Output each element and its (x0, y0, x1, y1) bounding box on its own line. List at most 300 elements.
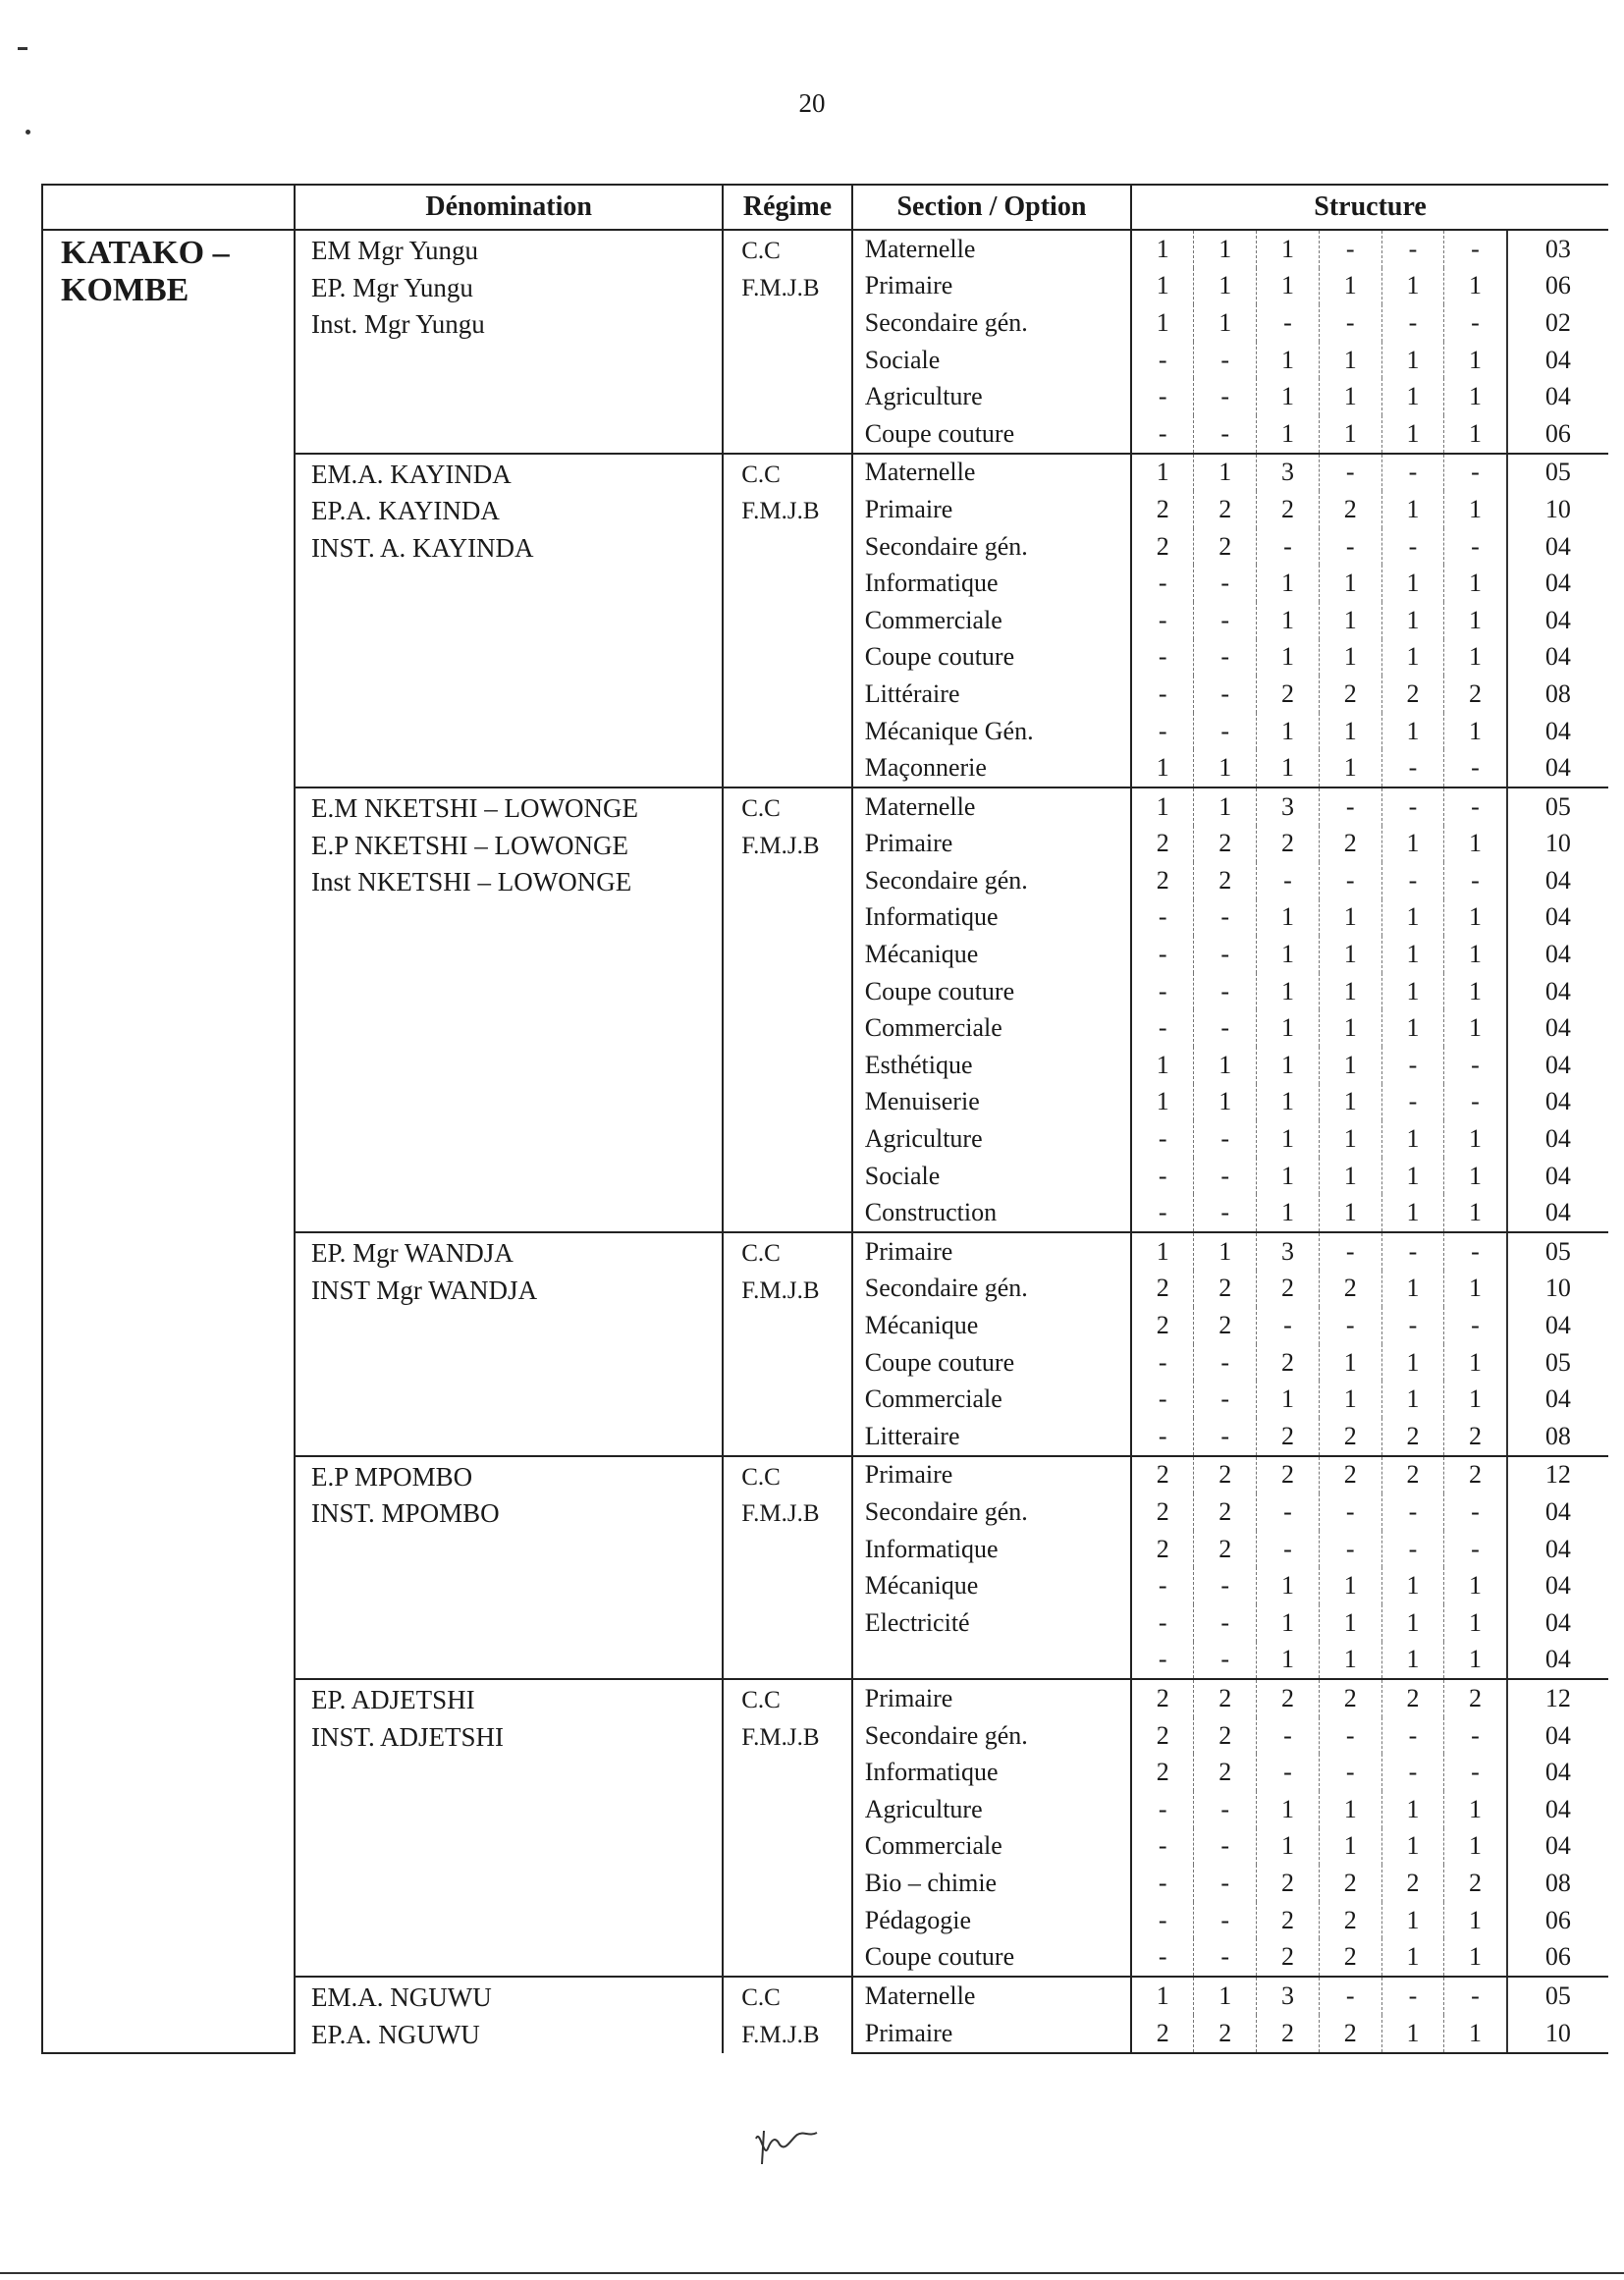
structure-cell: - (1381, 862, 1444, 899)
structure-cell: 1 (1444, 415, 1507, 454)
structure-cell: - (1319, 862, 1381, 899)
structure-cell: - (1257, 1531, 1320, 1568)
structure-total-cell: 10 (1544, 829, 1571, 858)
section-option-cell: Informatique (852, 899, 1131, 937)
structure-cell: 1 (1444, 1604, 1507, 1642)
structure-cell: 2 (1194, 491, 1257, 528)
structure-cell: 2 (1131, 1679, 1194, 1717)
structure-cell: 1 (1131, 749, 1194, 787)
school-name: EM Mgr Yungu (311, 236, 479, 265)
structure-cell: 2 (1319, 1938, 1381, 1977)
structure-cell: - (1444, 230, 1507, 268)
regime-value: C.C (741, 461, 781, 488)
regime-value: F.M.J.B (741, 832, 820, 859)
structure-cell: 3 (1257, 1977, 1320, 2015)
structure-cell: - (1319, 1232, 1381, 1271)
structure-cell: 2 (1131, 826, 1194, 863)
structure-cell: 2 (1319, 1418, 1381, 1456)
structure-cell: 1 (1319, 1084, 1381, 1121)
section-option-cell: Coupe couture (852, 973, 1131, 1010)
structure-total-cell: 04 (1544, 940, 1571, 969)
structure-cell: - (1131, 899, 1194, 937)
structure-cell: 1 (1257, 639, 1320, 677)
structure-cell: - (1194, 1865, 1257, 1902)
section-option-cell: Maternelle (852, 787, 1131, 826)
structure-total-cell: 06 (1544, 1905, 1571, 1934)
structure-cell: 2 (1257, 1938, 1320, 1977)
structure-cell: 1 (1319, 1194, 1381, 1232)
structure-cell: - (1444, 749, 1507, 787)
regime-header: Régime (723, 185, 852, 230)
structure-cell: 1 (1257, 1120, 1320, 1158)
structure-table-container (41, 184, 1608, 2054)
structure-total-cell: 04 (1544, 1571, 1571, 1601)
structure-cell: 2 (1257, 1418, 1320, 1456)
structure-cell: 1 (1444, 1791, 1507, 1828)
structure-cell: 2 (1194, 528, 1257, 566)
structure-cell: 2 (1131, 1754, 1194, 1791)
structure-total-cell: 04 (1544, 642, 1571, 672)
structure-cell: - (1131, 1567, 1194, 1604)
school-name: INST. ADJETSHI (311, 1721, 505, 1752)
structure-cell: 1 (1444, 1009, 1507, 1047)
structure-total-cell: 04 (1544, 1384, 1571, 1414)
structure-cell: - (1444, 1232, 1507, 1271)
structure-cell: - (1131, 1828, 1194, 1866)
structure-total-cell: 08 (1544, 679, 1571, 708)
structure-cell: 1 (1131, 230, 1194, 268)
structure-total-cell: 04 (1544, 1087, 1571, 1116)
structure-cell: 1 (1381, 936, 1444, 973)
structure-cell: 1 (1444, 2015, 1507, 2053)
structure-cell: 1 (1319, 1604, 1381, 1642)
section-option-cell: Commerciale (852, 1381, 1131, 1418)
structure-cell: - (1194, 1381, 1257, 1418)
structure-cell: 1 (1257, 342, 1320, 379)
structure-cell: - (1381, 787, 1444, 826)
structure-cell: 2 (1257, 1865, 1320, 1902)
structure-total-cell: 04 (1544, 569, 1571, 598)
structure-cell: 2 (1257, 1456, 1320, 1494)
structure-cell: 1 (1444, 342, 1507, 379)
structure-cell: 1 (1257, 230, 1320, 268)
structure-cell: 1 (1444, 1381, 1507, 1418)
regime-value: C.C (741, 794, 781, 822)
structure-cell: - (1194, 1194, 1257, 1232)
structure-total-cell: 05 (1544, 1347, 1571, 1377)
structure-cell: 2 (1444, 1679, 1507, 1717)
school-name: INST. MPOMBO (311, 1498, 500, 1529)
structure-total-cell: 04 (1544, 1831, 1571, 1861)
structure-cell: 1 (1194, 230, 1257, 268)
structure-total-cell: 04 (1544, 1794, 1571, 1823)
section-option-cell: Secondaire gén. (852, 862, 1131, 899)
structure-cell: - (1257, 1754, 1320, 1791)
structure-cell: - (1194, 415, 1257, 454)
structure-cell: 1 (1381, 1381, 1444, 1418)
denomination-cell (295, 1977, 723, 2053)
structure-cell: 1 (1257, 1791, 1320, 1828)
structure-cell: 3 (1257, 454, 1320, 492)
structure-cell: - (1194, 1828, 1257, 1866)
structure-cell: 1 (1444, 1902, 1507, 1939)
structure-cell: - (1444, 1754, 1507, 1791)
structure-cell: 2 (1194, 862, 1257, 899)
section-option-cell: Secondaire gén. (852, 304, 1131, 342)
regime-value: C.C (741, 238, 781, 264)
structure-cell: 2 (1194, 1531, 1257, 1568)
structure-cell: - (1194, 1418, 1257, 1456)
section-option-cell: Commerciale (852, 1828, 1131, 1866)
structure-cell: 1 (1257, 973, 1320, 1010)
structure-cell: 2 (1131, 862, 1194, 899)
structure-cell: 1 (1444, 1194, 1507, 1232)
structure-cell: - (1381, 1717, 1444, 1755)
section-header: Section / Option (852, 185, 1131, 230)
structure-cell: 2 (1444, 1456, 1507, 1494)
structure-cell: 1 (1319, 936, 1381, 973)
section-option-cell: Commerciale (852, 1009, 1131, 1047)
structure-cell: - (1194, 713, 1257, 750)
denomination-cell (295, 1679, 723, 1977)
structure-cell: - (1194, 1158, 1257, 1195)
structure-cell: 1 (1381, 1567, 1444, 1604)
footer-rule (0, 2272, 1624, 2274)
section-option-cell: Coupe couture (852, 639, 1131, 677)
structure-cell: - (1194, 1120, 1257, 1158)
structure-cell: - (1194, 639, 1257, 677)
regime-value: F.M.J.B (741, 1276, 820, 1304)
structure-cell: 2 (1194, 1679, 1257, 1717)
structure-cell: 2 (1194, 1493, 1257, 1531)
structure-cell: 1 (1444, 1271, 1507, 1308)
structure-cell: 1 (1444, 1567, 1507, 1604)
structure-cell: - (1194, 676, 1257, 713)
structure-cell: 1 (1257, 899, 1320, 937)
structure-cell: 2 (1194, 1307, 1257, 1344)
structure-cell: - (1131, 936, 1194, 973)
structure-cell: 1 (1381, 1791, 1444, 1828)
signature-mark (746, 2109, 864, 2168)
regime-value: F.M.J.B (741, 274, 820, 301)
structure-cell: 1 (1444, 826, 1507, 863)
structure-cell: 2 (1381, 1679, 1444, 1717)
structure-cell: - (1194, 1567, 1257, 1604)
structure-cell: - (1131, 565, 1194, 602)
school-name: Inst. Mgr Yungu (311, 309, 485, 340)
school-name: E.P MPOMBO (311, 1461, 473, 1492)
structure-cell: - (1194, 378, 1257, 415)
structure-cell: 1 (1257, 378, 1320, 415)
structure-cell: - (1319, 1977, 1381, 2015)
structure-cell: - (1194, 565, 1257, 602)
structure-cell: 2 (1131, 1493, 1194, 1531)
structure-cell: - (1257, 304, 1320, 342)
structure-cell: - (1194, 1791, 1257, 1828)
regime-value: C.C (741, 1983, 781, 2011)
regime-cell (723, 1232, 852, 1456)
section-option-cell: Primaire (852, 268, 1131, 305)
section-option-cell: Maternelle (852, 230, 1131, 268)
structure-cell: - (1194, 1604, 1257, 1642)
table-row (42, 230, 1608, 268)
structure-cell: - (1381, 1531, 1444, 1568)
structure-cell: 1 (1194, 268, 1257, 305)
structure-cell: 2 (1257, 1344, 1320, 1382)
structure-cell: 2 (1257, 1271, 1320, 1308)
structure-cell: - (1131, 676, 1194, 713)
structure-cell: 1 (1381, 602, 1444, 639)
structure-cell: - (1381, 528, 1444, 566)
structure-cell: 1 (1381, 973, 1444, 1010)
structure-cell: - (1257, 1307, 1320, 1344)
section-option-cell: Mécanique Gén. (852, 713, 1131, 750)
structure-cell: 1 (1381, 826, 1444, 863)
structure-cell: 2 (1444, 1865, 1507, 1902)
structure-total-cell: 10 (1507, 2015, 1608, 2053)
school-name: EP.A. NGUWU (311, 2019, 480, 2049)
structure-cell: 1 (1381, 1828, 1444, 1866)
structure-total-cell: 06 (1507, 1938, 1608, 1977)
structure-cell: 1 (1131, 1977, 1194, 2015)
structure-cell: - (1131, 378, 1194, 415)
structure-cell: 1 (1131, 1047, 1194, 1084)
section-option-cell: Litteraire (852, 1418, 1131, 1456)
margin-mark (18, 47, 27, 50)
structure-total-cell: 06 (1544, 271, 1571, 300)
school-name: EM.A. KAYINDA (311, 459, 512, 489)
structure-cell: 3 (1257, 1232, 1320, 1271)
structure-cell: 2 (1131, 1717, 1194, 1755)
school-name: E.M NKETSHI – LOWONGE (311, 792, 638, 823)
structure-cell: 1 (1131, 787, 1194, 826)
structure-cell: - (1444, 1717, 1507, 1755)
structure-cell: - (1381, 1754, 1444, 1791)
structure-cell: 1 (1194, 1084, 1257, 1121)
structure-total-cell: 12 (1507, 1679, 1608, 1717)
structure-cell: 1 (1444, 378, 1507, 415)
section-option-cell: Agriculture (852, 1120, 1131, 1158)
structure-cell: - (1131, 1120, 1194, 1158)
structure-cell: - (1131, 1902, 1194, 1939)
structure-cell: - (1319, 1754, 1381, 1791)
structure-cell: - (1444, 454, 1507, 492)
regime-cell (723, 230, 852, 454)
structure-total-cell: 04 (1544, 531, 1571, 561)
structure-cell: - (1444, 1977, 1507, 2015)
structure-cell: 1 (1381, 1009, 1444, 1047)
structure-total-cell: 12 (1507, 1456, 1608, 1494)
structure-cell: 2 (1131, 1456, 1194, 1494)
structure-cell: 2 (1194, 1754, 1257, 1791)
structure-cell: 1 (1444, 1158, 1507, 1195)
structure-cell: - (1444, 1084, 1507, 1121)
structure-cell: 1 (1444, 1642, 1507, 1680)
structure-cell: 1 (1381, 491, 1444, 528)
structure-cell: 2 (1131, 1307, 1194, 1344)
structure-cell: 1 (1319, 268, 1381, 305)
section-option-cell: Mécanique (852, 1567, 1131, 1604)
structure-cell: 1 (1319, 1567, 1381, 1604)
structure-cell: 2 (1257, 1902, 1320, 1939)
structure-cell: - (1444, 1307, 1507, 1344)
section-option-cell: Maçonnerie (852, 749, 1131, 787)
section-option-cell (852, 1642, 1131, 1680)
regime-cell (723, 454, 852, 787)
structure-cell: - (1444, 1493, 1507, 1531)
structure-cell: 2 (1319, 1865, 1381, 1902)
section-option-cell: Menuiserie (852, 1084, 1131, 1121)
structure-total-cell: 04 (1544, 716, 1571, 745)
structure-total-cell: 02 (1544, 307, 1571, 337)
structure-cell: 1 (1319, 1344, 1381, 1382)
structure-cell: - (1194, 936, 1257, 973)
structure-cell: 1 (1131, 304, 1194, 342)
section-option-cell: Littéraire (852, 676, 1131, 713)
regime-cell (723, 1977, 852, 2053)
structure-cell: - (1381, 454, 1444, 492)
structure-cell: - (1444, 1047, 1507, 1084)
section-option-cell: Maternelle (852, 454, 1131, 492)
denomination-cell (295, 454, 723, 787)
structure-total-cell: 04 (1544, 1124, 1571, 1154)
section-option-cell: Agriculture (852, 378, 1131, 415)
structure-cell: - (1131, 1344, 1194, 1382)
structure-total-cell: 04 (1544, 345, 1571, 374)
school-name: EP. Mgr WANDJA (311, 1238, 514, 1269)
structure-cell: 2 (1194, 826, 1257, 863)
structure-cell: - (1319, 454, 1381, 492)
regime-value: C.C (741, 1687, 781, 1714)
structure-cell: - (1381, 1084, 1444, 1121)
regime-value: F.M.J.B (741, 1723, 820, 1751)
structure-cell: - (1444, 304, 1507, 342)
section-option-cell: Esthétique (852, 1047, 1131, 1084)
structure-cell: - (1319, 787, 1381, 826)
school-name: EM.A. NGUWU (311, 1981, 492, 2012)
structure-cell: 2 (1257, 676, 1320, 713)
structure-cell: 1 (1257, 1009, 1320, 1047)
structure-cell: - (1131, 1418, 1194, 1456)
structure-cell: 1 (1381, 1194, 1444, 1232)
denomination-cell (295, 1232, 723, 1456)
structure-cell: - (1381, 1493, 1444, 1531)
structure-cell: 1 (1444, 491, 1507, 528)
structure-total-cell: 05 (1507, 787, 1608, 826)
structure-cell: 1 (1194, 304, 1257, 342)
structure-cell: - (1319, 304, 1381, 342)
structure-total-cell: 10 (1544, 1274, 1571, 1303)
structure-cell: 2 (1381, 676, 1444, 713)
structure-cell: - (1381, 304, 1444, 342)
structure-cell: 1 (1257, 1158, 1320, 1195)
structure-cell: 1 (1194, 1047, 1257, 1084)
structure-cell: 1 (1381, 1902, 1444, 1939)
structure-cell: 1 (1257, 602, 1320, 639)
structure-cell: 2 (1257, 826, 1320, 863)
structure-total-cell: 04 (1507, 749, 1608, 787)
structure-cell: - (1381, 1977, 1444, 2015)
section-option-cell: Primaire (852, 1679, 1131, 1717)
structure-cell: - (1131, 1938, 1194, 1977)
structure-cell: - (1131, 713, 1194, 750)
structure-cell: 1 (1257, 1084, 1320, 1121)
structure-cell: 1 (1381, 1938, 1444, 1977)
structure-cell: 1 (1257, 749, 1320, 787)
structure-cell: - (1444, 528, 1507, 566)
structure-cell: 1 (1381, 1604, 1444, 1642)
structure-cell: 2 (1444, 676, 1507, 713)
structure-total-cell: 08 (1507, 1418, 1608, 1456)
school-name: EP.A. KAYINDA (311, 496, 500, 526)
structure-cell: - (1131, 973, 1194, 1010)
section-option-cell: Secondaire gén. (852, 1271, 1131, 1308)
structure-cell: 1 (1444, 1344, 1507, 1382)
regime-cell (723, 1679, 852, 1977)
structure-cell: 2 (1319, 1271, 1381, 1308)
structure-total-cell: 04 (1544, 605, 1571, 634)
school-name: E.P NKETSHI – LOWONGE (311, 830, 629, 860)
structure-cell: 1 (1319, 1158, 1381, 1195)
structure-cell: 1 (1194, 749, 1257, 787)
structure-cell: 2 (1444, 1418, 1507, 1456)
section-option-cell: Bio – chimie (852, 1865, 1131, 1902)
structure-cell: - (1319, 230, 1381, 268)
structure-cell: 1 (1381, 1158, 1444, 1195)
structure-cell: 1 (1131, 454, 1194, 492)
page-number: 20 (798, 88, 826, 118)
structure-cell: - (1194, 899, 1257, 937)
section-option-cell: Coupe couture (852, 415, 1131, 454)
structure-total-cell: 04 (1544, 1534, 1571, 1563)
structure-cell: - (1381, 230, 1444, 268)
structure-cell: - (1319, 528, 1381, 566)
structure-total-cell: 04 (1544, 1013, 1571, 1043)
structure-cell: 1 (1257, 1047, 1320, 1084)
structure-cell: - (1131, 1865, 1194, 1902)
structure-cell: 1 (1319, 342, 1381, 379)
structure-cell: - (1381, 1047, 1444, 1084)
section-option-cell: Secondaire gén. (852, 1493, 1131, 1531)
section-option-cell: Mécanique (852, 936, 1131, 973)
structure-cell: 2 (1319, 2015, 1381, 2053)
structure-cell: 2 (1319, 676, 1381, 713)
structure-cell: 1 (1257, 1194, 1320, 1232)
structure-cell: - (1319, 1493, 1381, 1531)
structure-cell: 1 (1257, 936, 1320, 973)
section-option-cell: Commerciale (852, 602, 1131, 639)
section-option-cell: Electricité (852, 1604, 1131, 1642)
structure-cell: 1 (1444, 1120, 1507, 1158)
header-row (42, 185, 1608, 230)
section-option-cell: Primaire (852, 826, 1131, 863)
structure-cell: - (1194, 1938, 1257, 1977)
structure-cell: 1 (1319, 565, 1381, 602)
structure-cell: - (1131, 1604, 1194, 1642)
table-body (42, 230, 1608, 2053)
structure-table (41, 184, 1608, 2054)
structure-cell: 2 (1131, 528, 1194, 566)
structure-cell: 1 (1444, 973, 1507, 1010)
school-name: INST Mgr WANDJA (311, 1275, 538, 1305)
structure-cell: 1 (1257, 1567, 1320, 1604)
structure-cell: - (1194, 1009, 1257, 1047)
structure-cell: - (1131, 1791, 1194, 1828)
structure-cell: - (1131, 639, 1194, 677)
structure-cell: - (1319, 1717, 1381, 1755)
section-option-cell: Secondaire gén. (852, 1717, 1131, 1755)
structure-cell: - (1131, 415, 1194, 454)
